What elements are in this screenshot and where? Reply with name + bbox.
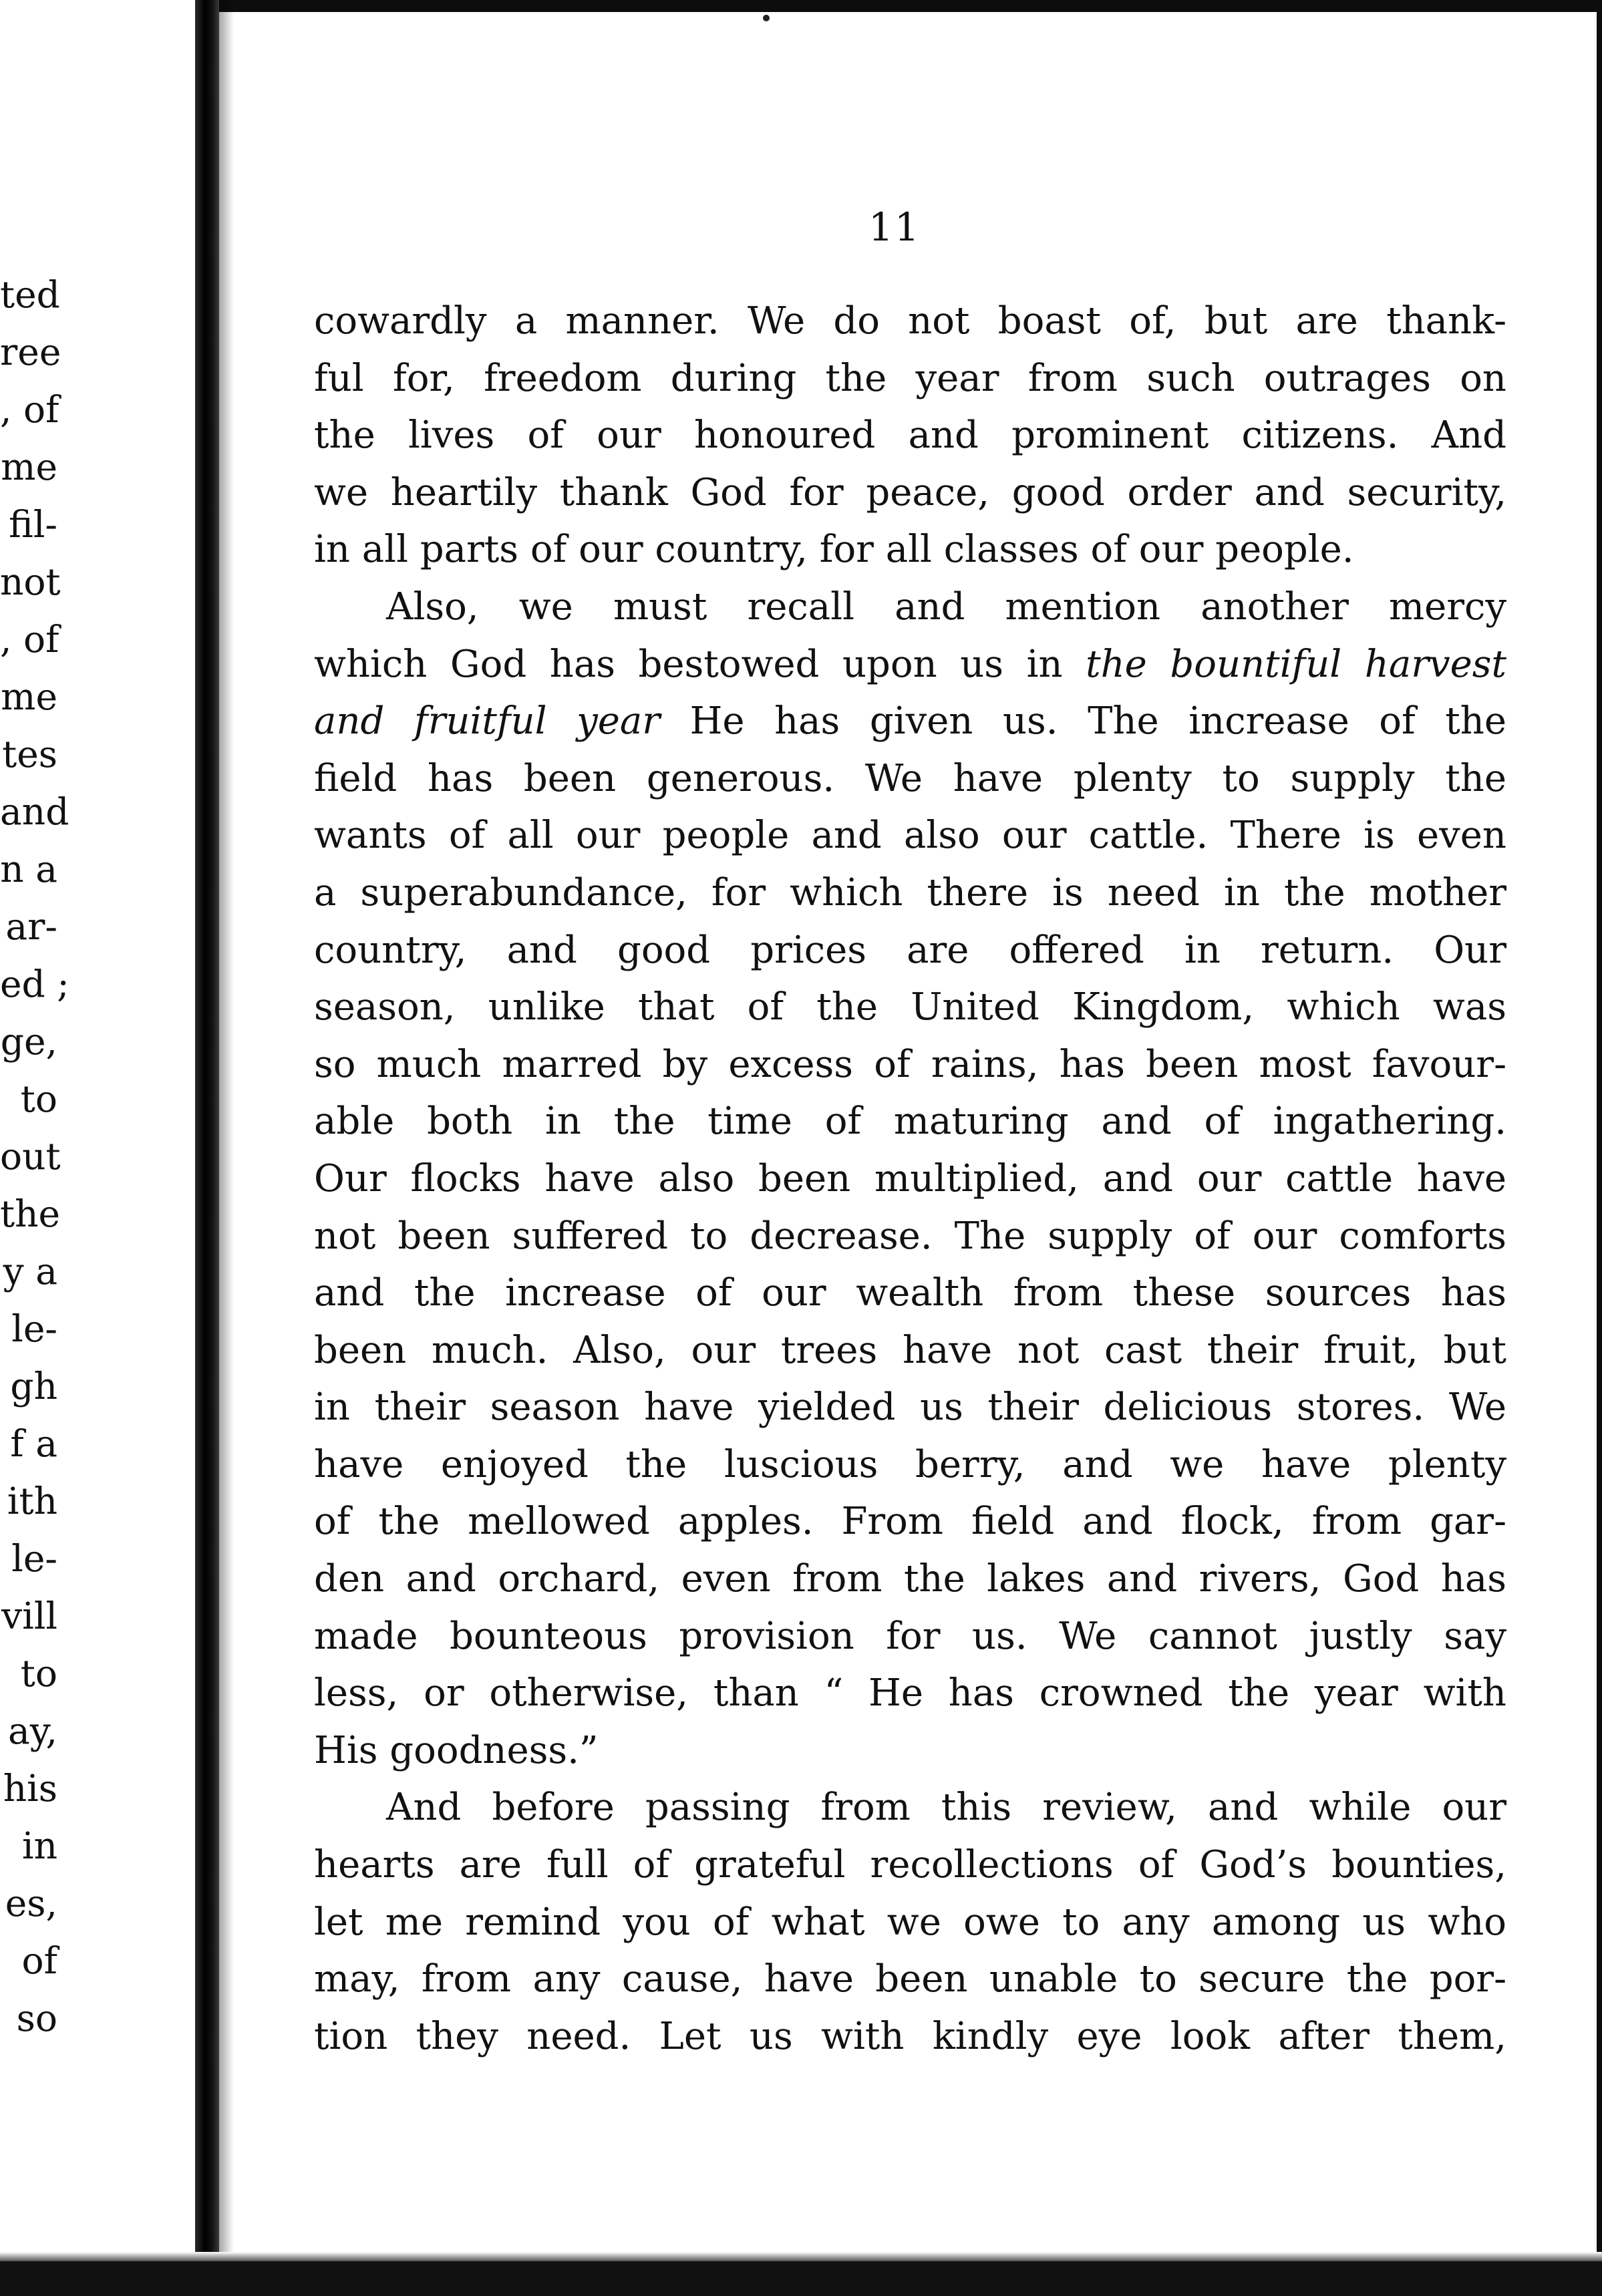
left-page-fragment: to xyxy=(20,1078,57,1120)
text-line xyxy=(314,1093,1506,1150)
left-page-fragment: and xyxy=(0,790,69,833)
text-run: field has been generous. We have plenty to supply the xyxy=(314,756,1506,800)
text-line xyxy=(314,464,1506,522)
text-line xyxy=(314,1436,1506,1494)
text-line xyxy=(314,750,1506,808)
paragraph xyxy=(314,579,1506,1779)
text-run: which God has bestowed upon us in xyxy=(314,642,1086,686)
page-number: 11 xyxy=(868,204,921,250)
italic-phrase: and fruitful year xyxy=(314,699,661,744)
left-page-fragment: le- xyxy=(11,1307,57,1350)
left-page-edge-text xyxy=(0,266,69,2047)
text-line xyxy=(314,1379,1506,1436)
left-page-fragment: to xyxy=(20,1652,57,1695)
text-run: Our flocks have also been multiplied, and our cattle have xyxy=(314,1156,1506,1200)
text-run: hearts are full of grateful recollections of God’s bounties, xyxy=(314,1843,1506,1887)
text-run: in all parts of our country, for all classes of our people. xyxy=(314,528,1354,572)
text-run: not been suffered to decrease. The supply of our comforts xyxy=(314,1214,1506,1258)
text-run: have enjoyed the luscious berry, and we have plenty xyxy=(314,1442,1506,1486)
left-page-fragment: vill xyxy=(1,1595,57,1637)
text-line xyxy=(314,579,1506,636)
text-line xyxy=(314,350,1506,407)
scan-bottom-border xyxy=(0,2261,1602,2296)
left-page-fragment: me xyxy=(1,675,57,718)
text-run: in their season have yielded us their delicious stores. We xyxy=(314,1385,1506,1430)
text-line xyxy=(314,1208,1506,1265)
text-run: cowardly a manner. We do not boast of, but are thank- xyxy=(314,299,1506,343)
left-page-fragment: so xyxy=(16,1997,57,2039)
left-page-fragment: ree xyxy=(0,331,61,373)
text-line xyxy=(314,1036,1506,1094)
left-page-fragment: me xyxy=(1,446,57,488)
text-line xyxy=(314,1150,1506,1208)
left-page-fragment: , of xyxy=(0,388,59,431)
text-line xyxy=(314,1322,1506,1379)
text-run: of the mellowed apples. From field and flock, from gar- xyxy=(314,1500,1506,1544)
left-page-fragment: ay, xyxy=(7,1709,57,1752)
text-line xyxy=(314,807,1506,864)
text-line xyxy=(314,1894,1506,1951)
left-page-fragment: gh xyxy=(10,1365,57,1408)
left-page-fragment: fil- xyxy=(9,503,57,546)
text-run: ful for, freedom during the year from such outrages on xyxy=(314,356,1506,400)
text-line xyxy=(314,1665,1506,1722)
text-run: may, from any cause, have been unable to secure the por- xyxy=(314,1957,1506,2001)
text-line xyxy=(314,1779,1506,1836)
text-run: and the increase of our wealth from these sources has xyxy=(314,1271,1506,1315)
paragraph xyxy=(314,1779,1506,2065)
text-run: able both in the time of maturing and of ingathering. xyxy=(314,1100,1506,1144)
left-page-fragment: in xyxy=(21,1824,57,1867)
paragraph xyxy=(314,293,1506,579)
text-run: tion they need. Let us with kindly eye look after them, xyxy=(314,2014,1506,2058)
left-page-fragment: ith xyxy=(7,1480,57,1522)
left-page-fragment: his xyxy=(3,1767,57,1810)
text-run: season, unlike that of the United Kingdom, which was xyxy=(314,985,1506,1029)
text-line xyxy=(314,693,1506,750)
text-run: we heartily thank God for peace, good order and security, xyxy=(314,470,1506,514)
left-page-fragment: ge, xyxy=(0,1020,57,1063)
text-run: His goodness.” xyxy=(314,1728,599,1772)
italic-phrase: the bountiful harvest xyxy=(1086,642,1506,686)
text-line xyxy=(314,1550,1506,1608)
text-line xyxy=(314,293,1506,350)
book-gutter xyxy=(195,0,219,2261)
text-line xyxy=(314,636,1506,693)
text-run: Also, we must recall and mention another mercy xyxy=(386,585,1506,629)
left-page-fragment: , of xyxy=(0,618,59,661)
text-line xyxy=(314,1493,1506,1550)
text-run: wants of all our people and also our cattle. There is even xyxy=(314,814,1506,858)
text-line xyxy=(314,1265,1506,1322)
left-page-fragment: es, xyxy=(5,1882,57,1925)
left-page-fragment: f a xyxy=(10,1422,57,1465)
text-line xyxy=(314,1608,1506,1665)
text-run: And before passing from this review, and while our xyxy=(386,1786,1506,1830)
text-run: so much marred by excess of rains, has been most favour- xyxy=(314,1042,1506,1086)
text-line xyxy=(314,1951,1506,2008)
left-page-fragment: y a xyxy=(3,1250,57,1293)
text-line xyxy=(314,1836,1506,1894)
text-run: less, or otherwise, than “ He has crowned the year with xyxy=(314,1671,1506,1715)
text-line xyxy=(314,407,1506,464)
text-line xyxy=(314,922,1506,979)
left-page-fragment: ted xyxy=(0,273,60,316)
left-page-fragment: ed ; xyxy=(0,963,69,1005)
text-line xyxy=(314,521,1506,579)
scan-top-border xyxy=(200,0,1602,12)
left-page-fragment: not xyxy=(0,560,61,603)
left-page-fragment: n a xyxy=(0,848,57,890)
text-run: the lives of our honoured and prominent citizens. And xyxy=(314,414,1506,458)
gutter-shadow xyxy=(219,0,234,2261)
text-run: He has given us. The increase of the xyxy=(660,699,1506,744)
left-page-fragment: out xyxy=(0,1135,61,1178)
text-line xyxy=(314,1722,1506,1780)
text-run: a superabundance, for which there is need in the mother xyxy=(314,870,1506,915)
text-run: let me remind you of what we owe to any among us who xyxy=(314,1900,1506,1944)
left-page-fragment: ar- xyxy=(5,905,57,948)
text-run: country, and good prices are offered in return. Our xyxy=(314,928,1506,972)
left-page-fragment: tes xyxy=(2,733,57,776)
text-run: den and orchard, even from the lakes and rivers, God has xyxy=(314,1557,1506,1601)
text-line xyxy=(314,979,1506,1036)
text-line xyxy=(314,2008,1506,2066)
text-run: made bounteous provision for us. We cannot justly say xyxy=(314,1614,1506,1658)
ink-speck xyxy=(763,15,770,21)
left-page-fragment: the xyxy=(0,1192,61,1235)
text-line xyxy=(314,864,1506,922)
scan-right-border xyxy=(1597,0,1602,2296)
text-run: been much. Also, our trees have not cast their fruit, but xyxy=(314,1328,1506,1372)
body-text xyxy=(314,293,1506,2065)
left-page-fragment: of xyxy=(21,1939,57,1982)
left-page-fragment: le- xyxy=(11,1537,57,1580)
